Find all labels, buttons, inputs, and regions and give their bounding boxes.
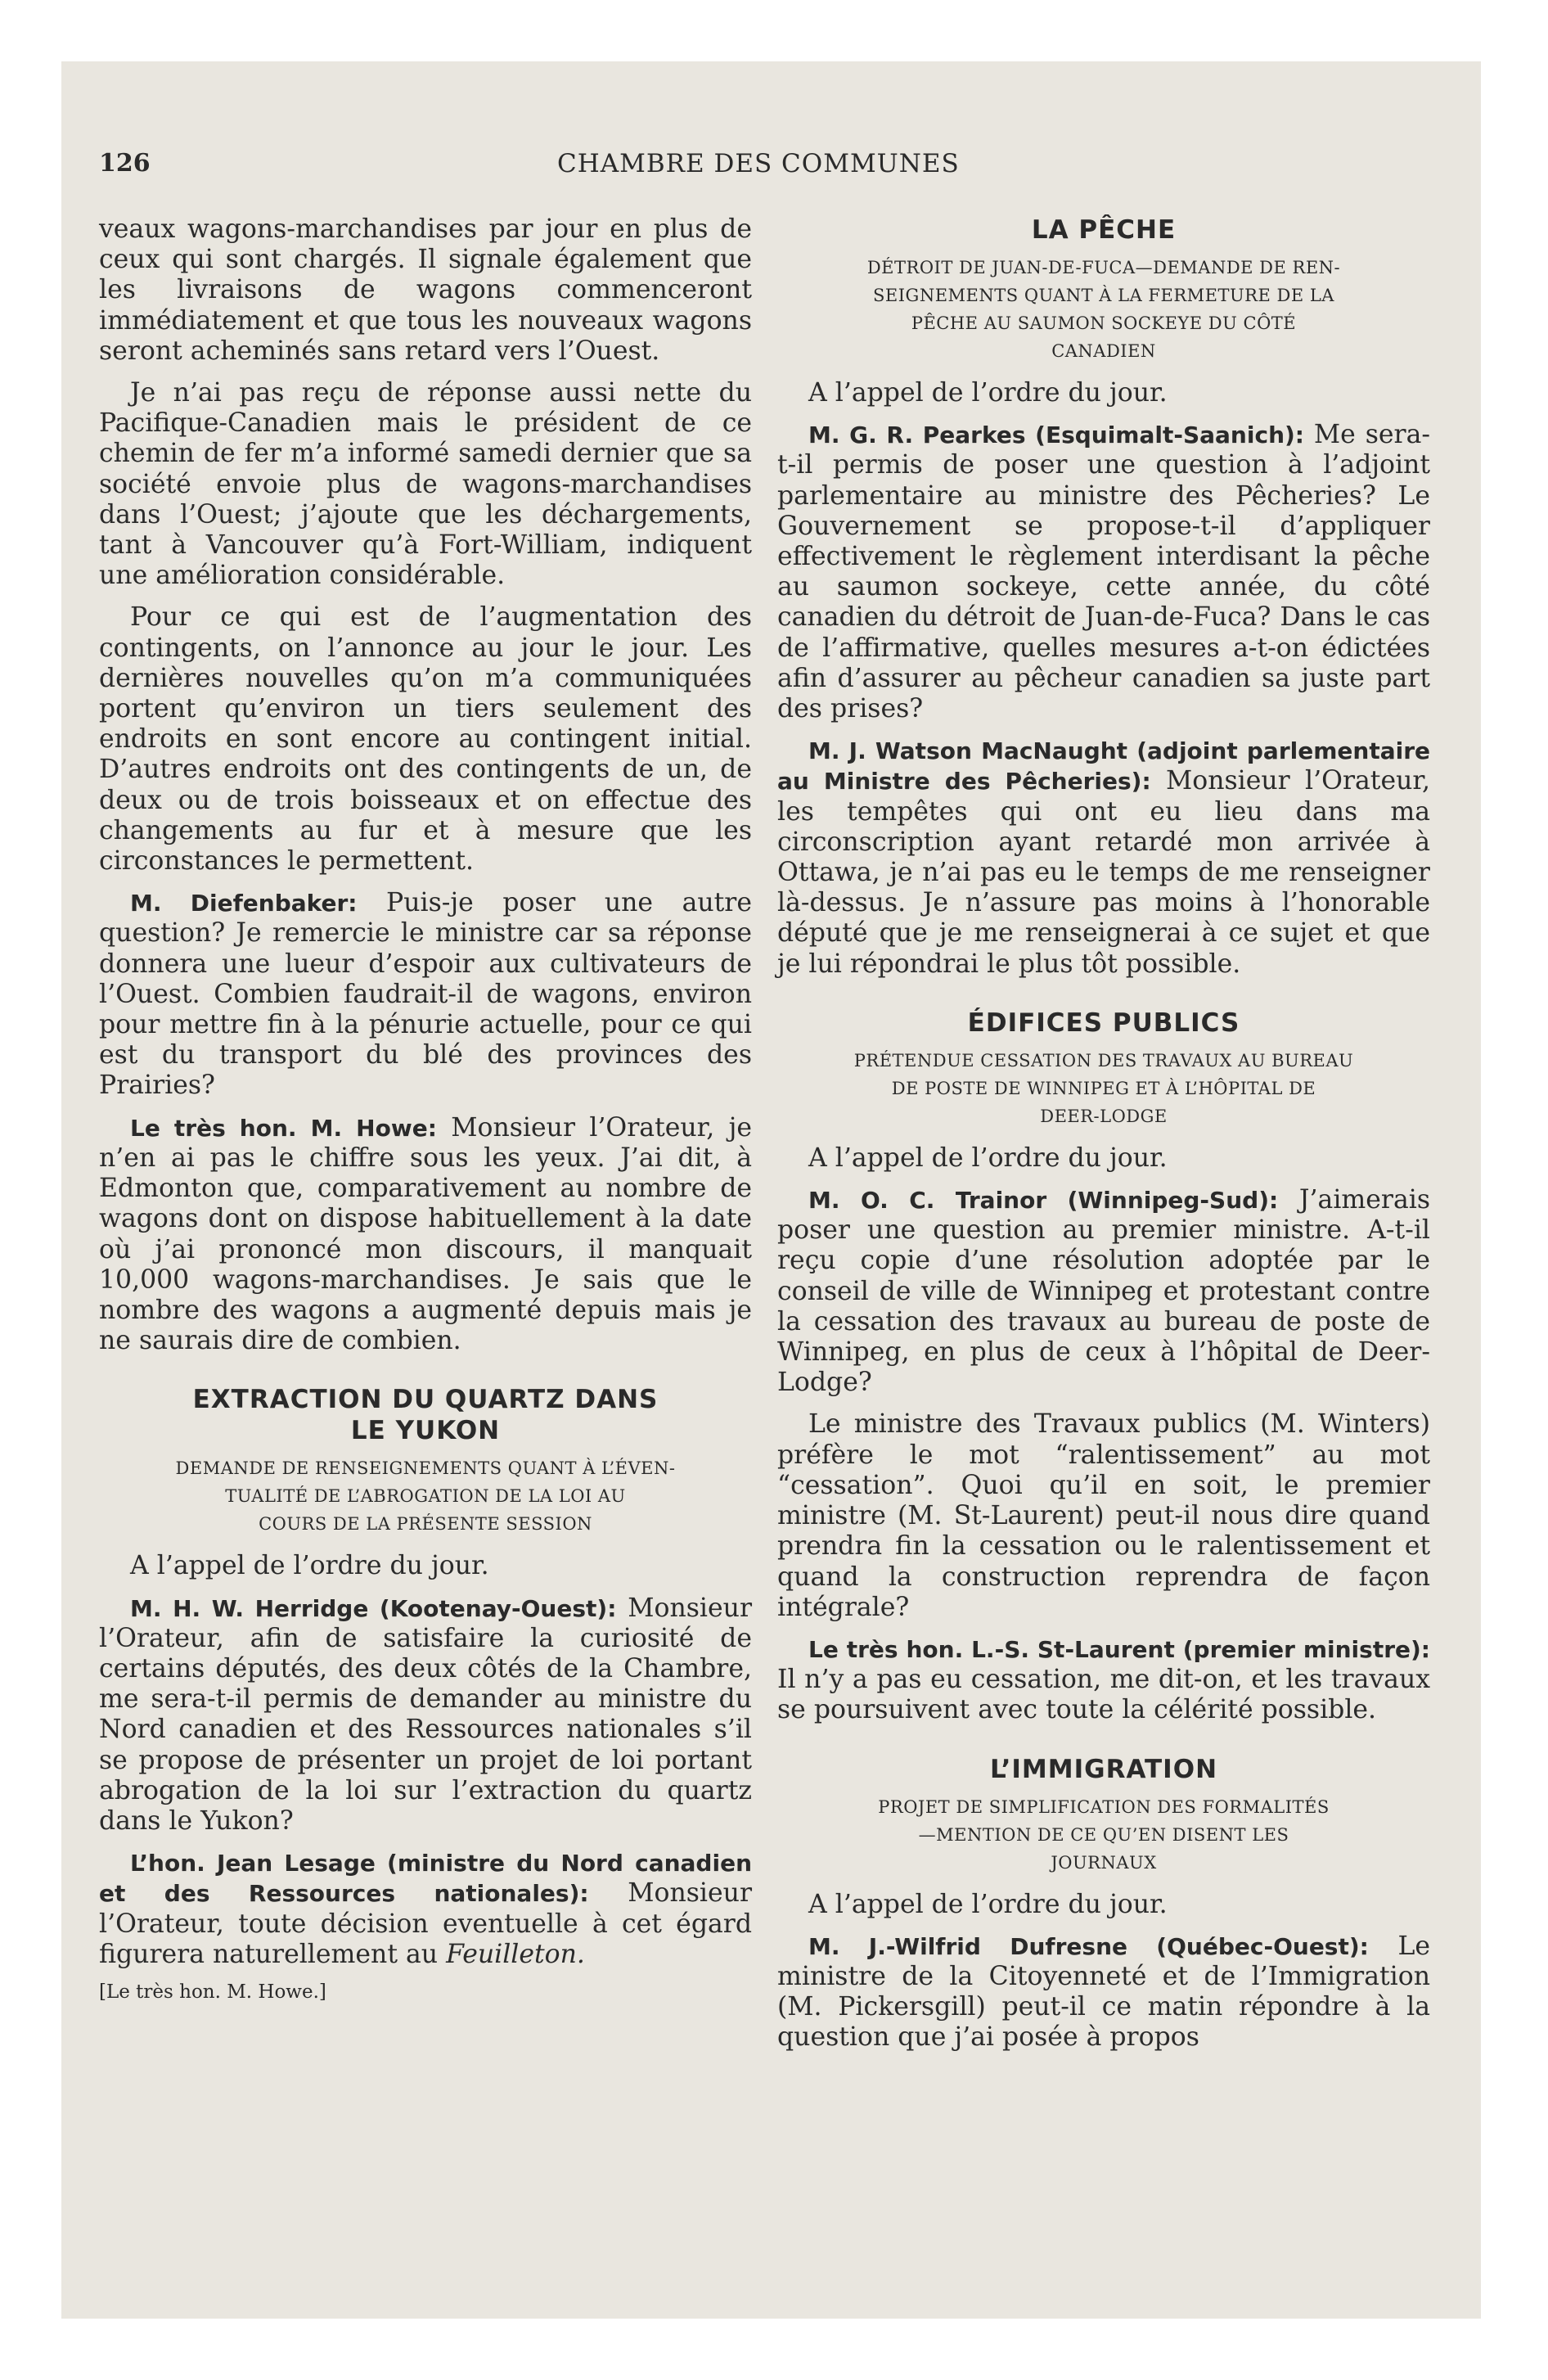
section-subheading: DÉTROIT DE JUAN-DE-FUCA—DEMANDE DE REN- SEIGNEMENTS QUANT À LA FERMETURE DE LA PÊCHE AU SAUMON SOCKEYE DU CÔTÉ CANADIEN <box>866 258 1341 361</box>
speech <box>99 1848 752 1970</box>
page-number: 126 <box>99 149 151 178</box>
speaker-name: Le très hon. L.-S. St-Laurent (premier ministre): <box>808 1635 1430 1663</box>
speaker-name: M. O. C. Trainor (Winnipeg-Sud): <box>808 1187 1279 1215</box>
section-heading: EXTRACTION DU QUARTZ DANS LE YUKON <box>192 1385 659 1446</box>
speech-text: Monsieur l’Orateur, afin de satisfaire la curiosité de certains députés, des deux côtés de la Chambre, me sera-t-il permis de demander au ministre du Nord canadien et des Ressources nationales s’il se propose de présenter un projet de loi portant abrogation de la loi sur l’extraction du quartz dans le Yukon? <box>99 1593 752 1836</box>
speech-text: Puis-je poser une autre question? Je remercie le ministre car sa réponse donnera une lueur d’espoir aux cultivateurs de l’Ouest. Combien faudrait-il de wagons, environ pour mettre fin à la pénurie actuelle, pour ce qui est du transport du blé des provinces des Prairies? <box>99 888 752 1101</box>
speech <box>99 888 752 1101</box>
section-heading: ÉDIFICES PUBLICS <box>967 1007 1240 1038</box>
speech-text: Monsieur l’Orateur, toute décision eventuelle à cet égard figurera naturellement au <box>99 1878 752 1969</box>
left-column <box>99 214 752 2003</box>
right-column <box>777 214 1430 2065</box>
speaker-name: M. H. W. Herridge (Kootenay-Ouest): <box>130 1594 617 1622</box>
section-heading: LA PÊCHE <box>1031 215 1177 245</box>
order-of-day: A l’appel de l’ordre du jour. <box>808 378 1168 408</box>
speech <box>777 1185 1430 1398</box>
speech <box>99 1593 752 1837</box>
speech <box>99 1113 752 1357</box>
speaker-name: L’hon. Jean Lesage (ministre du Nord canadien et des Ressources nationales): <box>99 1850 752 1908</box>
section-heading: L’IMMIGRATION <box>989 1754 1218 1784</box>
speech <box>777 420 1430 724</box>
running-title: CHAMBRE DES COMMUNES <box>557 149 960 178</box>
footer-note: [Le très hon. M. Howe.] <box>99 1981 326 2003</box>
speech-text: J’aimerais poser une question au premier ministre. A-t-il reçu copie d’une résolution adoptée par le conseil de ville de Winnipeg et protestant contre la cessation des travaux au bureau de poste de Winnipeg, en plus de ceux à l’hôpital de Deer-Lodge? <box>777 1185 1430 1398</box>
speaker-name: M. J. Watson MacNaught (adjoint parlementaire au Ministre des Pêcheries): <box>777 737 1430 796</box>
paragraph: Je n’ai pas reçu de réponse aussi nette du Pacifique-Canadien mais le président de ce chemin de fer m’a informé samedi dernier que sa société envoie plus de wagons-marchandises dans l’Ouest; j’ajoute que les déchargements, tant à Vancouver qu’à Fort-William, indiquent une amélioration considérable. <box>99 378 752 591</box>
speech-text: Me sera-t-il permis de poser une question à l’adjoint parlementaire au ministre des Pêcheries? Le Gouvernement se propose-t-il d’appliquer effectivement le règlement interdisant la pêche au saumon sockeye, cette année, du côté canadien du détroit de Juan-de-Fuca? Dans le cas de l’affirmative, quelles mesures a-t-on édictées afin d’assurer au pêcheur canadien sa juste part des prises? <box>777 420 1430 724</box>
speech-text: Monsieur l’Orateur, les tempêtes qui ont eu lieu dans ma circonscription ayant retardé mon arrivée à Ottawa, je n’ai pas eu le temps de me renseigner là-dessus. Je n’assure pas moins à l’honorable député que je me renseignerai à ce sujet et que je lui répondrai le plus tôt possible. <box>777 766 1431 979</box>
speech <box>777 736 1430 980</box>
paragraph: veaux wagons-marchandises par jour en plus de ceux qui sont chargés. Il signale également que les livraisons de wagons commenceront immédiatement et que tous les nouveaux wagons seront acheminés sans retard vers l’Ouest. <box>99 214 752 366</box>
paragraph: Le ministre des Travaux publics (M. Winters) préfère le mot “ralentissement” au mot “cessation”. Quoi qu’il en soit, le premier ministre (M. St-Laurent) peut-il nous dire quand prendra fin la cessation ou le ralentissement et quand la construction reprendra de façon intégrale? <box>777 1409 1430 1622</box>
section-subheading: PROJET DE SIMPLIFICATION DES FORMALITÉS —MENTION DE CE QU’EN DISENT LES JOURNAUX <box>878 1796 1330 1873</box>
speech <box>777 1931 1430 2053</box>
page-header <box>99 149 1441 190</box>
speaker-name: Le très hon. M. Howe: <box>130 1114 437 1142</box>
section-subheading: DEMANDE DE RENSEIGNEMENTS QUANT À L’ÉVEN- TUALITÉ DE L’ABROGATION DE LA LOI AU COURS DE LA PRÉSENTE SESSION <box>175 1458 676 1535</box>
speech-text: Monsieur l’Orateur, je n’en ai pas le chiffre sous les yeux. J’ai dit, à Edmonton que, comparativement au nombre de wagons dont on dispose habituellement à la date où j’ai prononcé mon discours, il manquait 10,000 wagons-marchandises. Je sais que le nombre des wagons a augmenté depuis mais je ne saurais dire de combien. <box>99 1112 753 1356</box>
order-of-day: A l’appel de l’ordre du jour. <box>808 1143 1168 1173</box>
speech-text: Il n’y a pas eu cessation, me dit-on, et les travaux se poursuivent avec toute la célérité possible. <box>777 1665 1430 1725</box>
speech <box>777 1634 1430 1726</box>
order-of-day: A l’appel de l’ordre du jour. <box>808 1889 1168 1919</box>
speech-text: Le ministre de la Citoyenneté et de l’Immigration (M. Pickersgill) peut-il ce matin répondre à la question que j’ai posée à propos <box>777 1931 1430 2053</box>
order-of-day: A l’appel de l’ordre du jour. <box>130 1551 489 1581</box>
speaker-name: M. G. R. Pearkes (Esquimalt-Saanich): <box>808 421 1304 449</box>
section-subheading: PRÉTENDUE CESSATION DES TRAVAUX AU BUREAU DE POSTE DE WINNIPEG ET À L’HÔPITAL DE DEER-LODGE <box>853 1050 1354 1126</box>
italic-term: Feuilleton. <box>446 1939 585 1969</box>
speaker-name: M. Diefenbaker: <box>130 890 358 917</box>
paragraph: Pour ce qui est de l’augmentation des contingents, on l’annonce au jour le jour. Les dernières nouvelles qu’on m’a communiquées portent qu’environ un tiers seulement des endroits en sont encore au contingent initial. D’autres endroits ont des contingents de un, de deux ou de trois boisseaux et on effectue des changements au fur et à mesure que les circonstances le permettent. <box>99 602 752 877</box>
speaker-name: M. J.-Wilfrid Dufresne (Québec-Ouest): <box>808 1932 1369 1960</box>
